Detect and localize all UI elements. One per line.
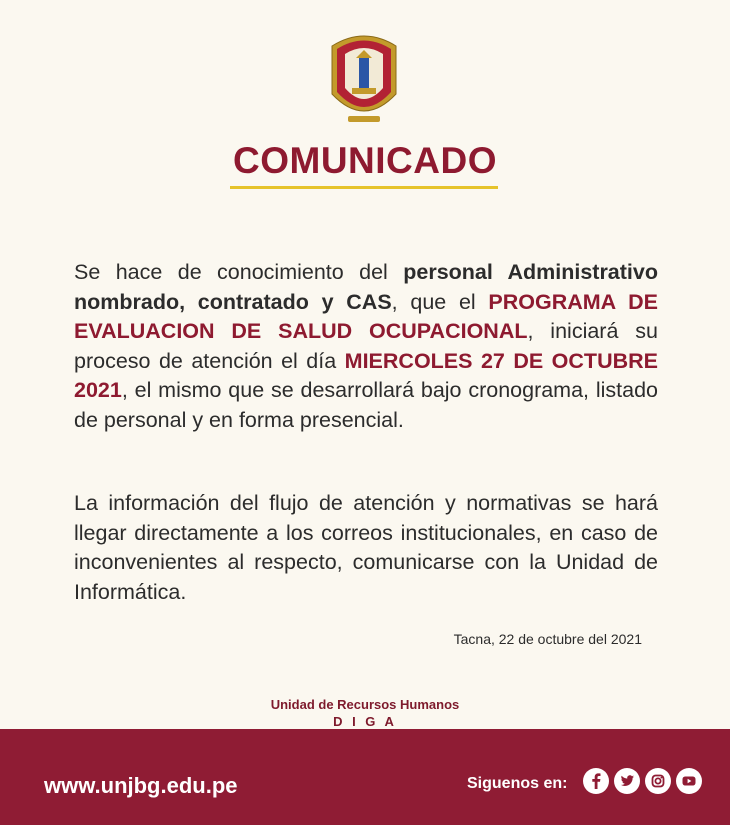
footer-bar [0, 729, 730, 825]
program-name: PROGRAMA DE EVALUACION DE SALUD OCUPACIONAL [74, 289, 658, 343]
bold-staff-text: personal Administrativo nombrado, contratado y CAS [74, 260, 658, 314]
start-date-highlight: MIERCOLES 27 DE OCTUBRE 2021 [74, 348, 658, 402]
page-title: COMUNICADO [233, 140, 497, 181]
signature-dept: D I G A [333, 714, 397, 729]
follow-label: Siguenos en: [467, 775, 568, 792]
paragraph-text: Se hace de conocimiento del [74, 260, 404, 284]
paragraph-text: , iniciará su proceso de atención el día [74, 319, 658, 373]
website-link[interactable]: www.unjbg.edu.pe [44, 773, 238, 798]
date-line: Tacna, 22 de octubre del 2021 [453, 631, 642, 647]
social-icons [582, 767, 703, 795]
university-logo [326, 32, 402, 124]
instagram-icon[interactable] [644, 767, 672, 795]
title-underline [230, 186, 498, 189]
announcement-paragraph [74, 258, 658, 435]
paragraph-text: , que el [391, 289, 489, 314]
facebook-icon[interactable] [582, 767, 610, 795]
signature-block [0, 696, 730, 730]
info-paragraph: La información del flujo de atención y normativas se hará llegar directamente a los correos institucionales, en caso de inconvenientes al respecto, comunicarse con la Unidad de Informática. [74, 491, 658, 604]
signature-unit: Unidad de Recursos Humanos [270, 697, 460, 712]
youtube-icon[interactable] [675, 767, 703, 795]
paragraph-text: , el mismo que se desarrollará bajo cronograma, listado de personal y en forma presencial. [74, 378, 658, 432]
twitter-icon[interactable] [613, 767, 641, 795]
